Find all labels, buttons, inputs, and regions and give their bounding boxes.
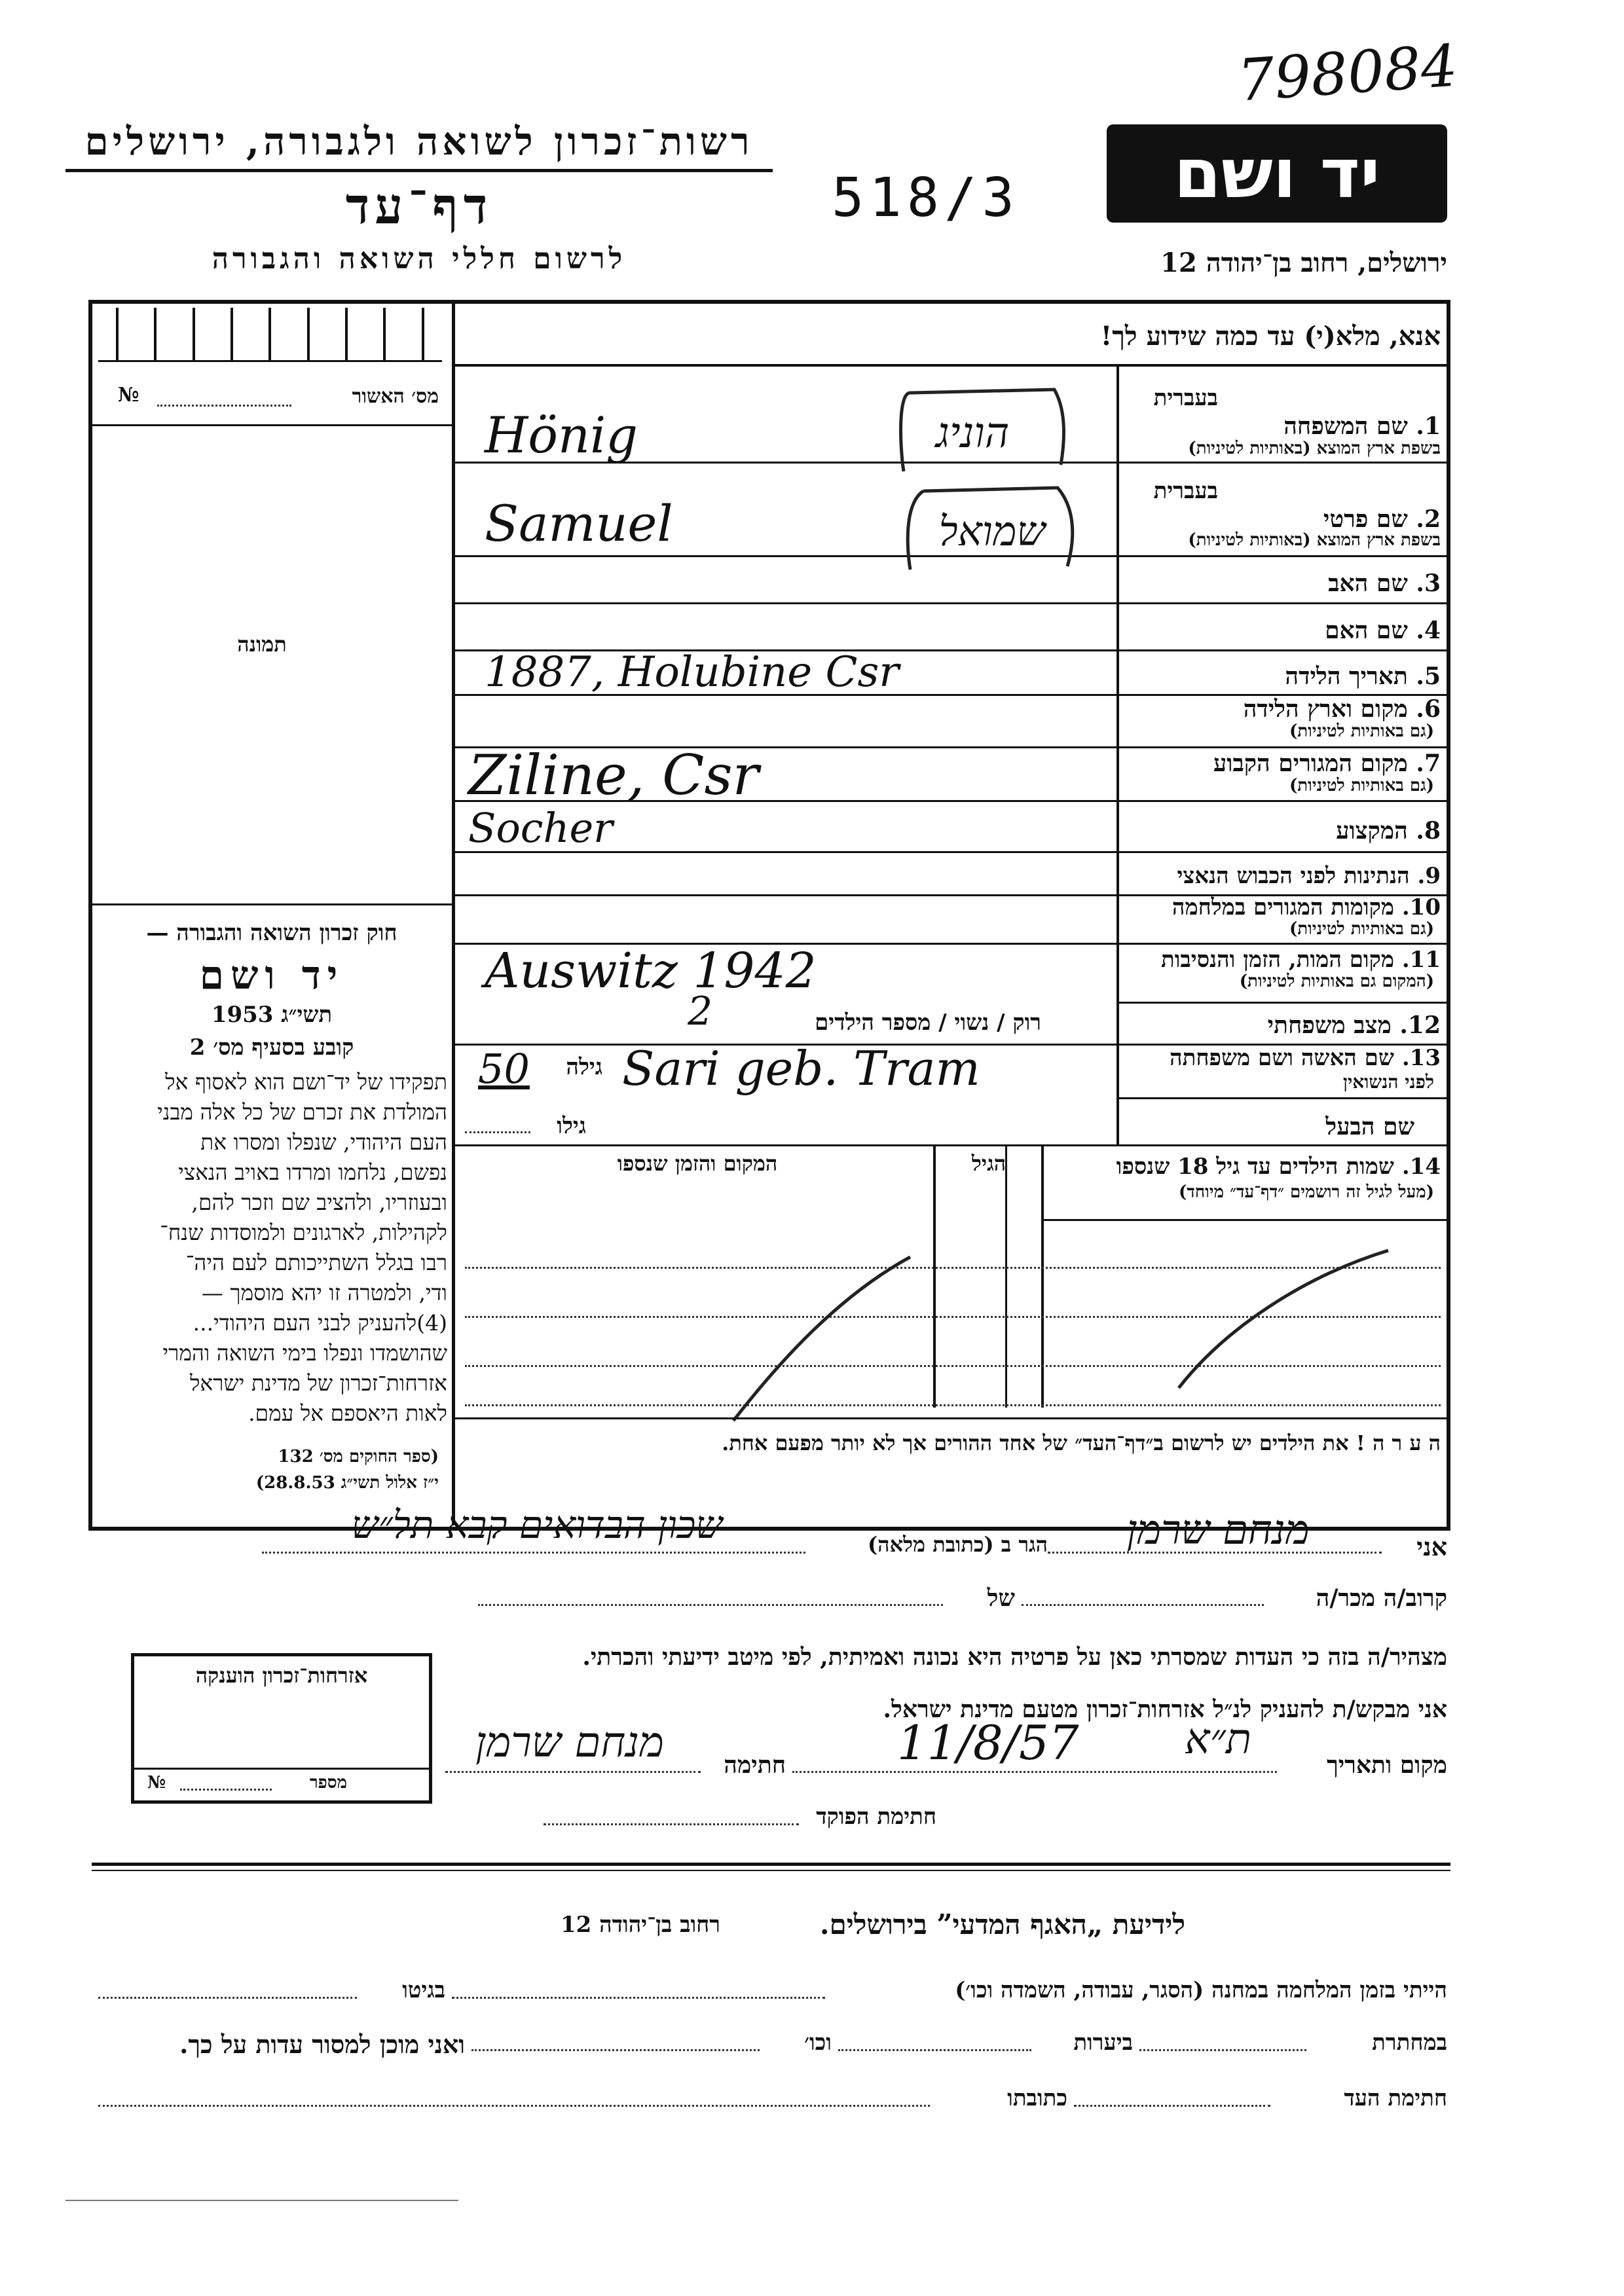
witness-name-value[interactable]: מנחם שרמן <box>1126 1506 1310 1554</box>
forests-line[interactable] <box>838 2049 1031 2051</box>
field-1-value[interactable]: Hönig <box>485 406 638 464</box>
field-11-name: מקום המות, הזמן והנסיבות <box>1160 947 1394 973</box>
etc-line[interactable] <box>471 2049 760 2051</box>
citizenship-title: אזרחות־זכרון הוענקה <box>195 1663 368 1688</box>
field-13-sub: לפני הנשואין <box>1342 1071 1434 1093</box>
law-year: תשי״ג 1953 <box>211 1002 333 1028</box>
form-title: דף־עד <box>345 177 493 235</box>
statement: מצהיר/ה בזה כי העדות שמסרתי כאן על פרטיה היא נכונה ואמיתית, לפי מיטב ידיעתי והכרתי. <box>582 1643 1447 1671</box>
husband-rule <box>455 1144 1450 1146</box>
field-4-label <box>1126 617 1441 644</box>
husband-age-line[interactable] <box>465 1131 530 1133</box>
children-col-divider-2 <box>933 1146 936 1408</box>
field-2-hebrew-tag: בעברית <box>1153 478 1218 504</box>
footer-address: רחוב בן־יהודה 12 <box>560 1912 720 1938</box>
law-text-line: רבו בגלל השתייכותם לעם היה־ <box>185 1250 447 1275</box>
field-10-name: מקומות המגורים במלחמה <box>1172 894 1394 920</box>
field-6-num: 6. <box>1416 695 1441 723</box>
field-12-label <box>1126 1011 1441 1039</box>
law-ref-1: (ספר החוקים מס׳ 132 <box>278 1447 439 1467</box>
field-7-name: מקום המגורים הקבוע <box>1213 750 1408 777</box>
field-1-label <box>1126 412 1441 440</box>
field-9-name: הנתינות לפני הכבוש הנאצי <box>1177 863 1410 889</box>
field-7-value[interactable]: Ziline, Csr <box>468 743 759 807</box>
field-6-sub: (גם באותיות לטיניות) <box>1289 721 1434 741</box>
footer-line2-a: במחתרת <box>1372 2030 1447 2056</box>
field-2-label <box>1126 505 1441 533</box>
date-value[interactable]: 11/8/57 <box>897 1715 1079 1770</box>
left-column-divider <box>452 304 455 1525</box>
request: אני מבקש/ת להעניק לנ״ל אזרחות־זכרון מטעם מדינת ישראל. <box>883 1696 1447 1723</box>
file-number: 518/3 <box>832 167 1020 229</box>
footer-divider-2 <box>92 1870 1450 1871</box>
field-2-num: 2. <box>1416 505 1441 533</box>
field-2-name: שם פרטי <box>1323 505 1408 533</box>
field-7-sub: (גם באותיות לטיניות) <box>1289 776 1434 795</box>
field-12-num: 12. <box>1399 1011 1441 1039</box>
law-text-line: נפשם, נלחמו ומרדו באויב הנאצי <box>178 1159 447 1185</box>
instructions-rule <box>452 364 1450 367</box>
field-1-hebrew-bracket <box>884 373 1080 491</box>
field-8-num: 8. <box>1416 817 1441 845</box>
field-8-value[interactable]: Socher <box>468 804 613 852</box>
i-label: אני <box>1416 1532 1447 1561</box>
field-1-sub: בשפת ארץ המוצא (באותיות לטיניות) <box>1188 439 1441 458</box>
marital-label: רוק / נשוי / מספר הילדים <box>815 1010 1041 1036</box>
photo-rule <box>92 903 452 905</box>
marital-children-value[interactable]: 2 <box>688 989 713 1034</box>
field-2-hebrew-bracket <box>891 478 1087 583</box>
footer-line3-b: כתובתו <box>1007 2085 1067 2111</box>
address-line[interactable] <box>262 1552 805 1554</box>
field-9-num: 9. <box>1417 863 1441 889</box>
field-6-label <box>1126 695 1441 723</box>
underground-line[interactable] <box>1139 2049 1306 2051</box>
field-4-name: שם האם <box>1325 617 1408 644</box>
law-text <box>97 1067 447 1429</box>
husband-label: שם הבעל <box>1325 1113 1414 1140</box>
footer-title: לידיעת „האגף המדעי” בירושלים. <box>819 1908 1185 1941</box>
of-label: של <box>987 1584 1015 1612</box>
field-5-name: תאריך הלידה <box>1285 663 1408 690</box>
law-ref-2: י״ז אלול תשי״ג 28.8.53) <box>255 1473 439 1493</box>
children-header-rule <box>1041 1219 1450 1221</box>
field-5-label <box>1126 663 1441 690</box>
witness-address-line[interactable] <box>98 2105 930 2107</box>
children-row[interactable] <box>465 1404 1441 1406</box>
footer-line2-b: ביערות <box>1073 2030 1133 2056</box>
signature-label: חתימה <box>724 1751 786 1779</box>
law-clause: קובע בסעיף מס׳ 2 <box>189 1034 354 1061</box>
note-top-rule <box>455 1417 1450 1419</box>
field-3-label <box>1126 570 1441 597</box>
field-13-label <box>1126 1045 1441 1071</box>
citizenship-number-line[interactable] <box>180 1789 272 1791</box>
place-date-label: מקום ותאריך <box>1327 1751 1447 1779</box>
law-text-line: המולדת את זכרם של כל אלה מבני <box>157 1099 447 1125</box>
address: ירושלים, רחוב בן־יהודה 12 <box>1160 247 1447 278</box>
footer-line1-a: הייתי בזמן המלחמה במחנה (הסגר, עבודה, השמדה וכו׳) <box>955 1977 1447 2003</box>
logo <box>1107 124 1447 223</box>
bottom-rule <box>65 2200 458 2201</box>
relative-line[interactable] <box>1022 1604 1264 1606</box>
children-col-divider-3 <box>1005 1146 1007 1408</box>
children-sub: (מעל לגיל זה רושמים ״דף־עד״ מיוחד) <box>1178 1182 1434 1202</box>
field-8-name: המקצוע <box>1336 817 1408 845</box>
field-11-sub: (המקום גם באותיות לטיניות) <box>1239 972 1434 991</box>
field-11-num: 11. <box>1401 947 1441 973</box>
children-num: 14. <box>1401 1154 1441 1180</box>
field-11-label <box>1123 947 1441 973</box>
field-8-label <box>1126 817 1441 845</box>
field-6-name: מקום וארץ הלידה <box>1243 695 1408 723</box>
field-13-name: שם האשה ושם משפחתה <box>1170 1045 1394 1071</box>
signature-line[interactable] <box>445 1771 701 1773</box>
field-5-value[interactable]: 1887, Holubine Csr <box>485 648 899 697</box>
approval-boxes <box>98 308 442 362</box>
logo-text: יד ושם <box>1173 134 1380 213</box>
photo-label: תמונה <box>237 632 287 657</box>
field-12-name: מצב משפחתי <box>1267 1011 1392 1039</box>
children-strike-mark-1 <box>1172 1237 1395 1394</box>
camp-line[interactable] <box>452 1997 825 1999</box>
field-7-label <box>1126 750 1441 777</box>
authority-underline <box>65 169 773 172</box>
husband-age-label: גילו <box>557 1113 586 1139</box>
citizenship-no-mark: № <box>147 1773 166 1793</box>
children-col-divider-1 <box>1041 1146 1044 1408</box>
instructions: אנא, מלא(י) עד כמה שידוע לך! <box>1100 321 1441 352</box>
field-7-num: 7. <box>1416 750 1441 777</box>
law-logo: יד ושם <box>199 953 344 998</box>
field-1-name: שם המשפחה <box>1283 412 1408 440</box>
law-text-line: אזרחות־זכרון של מדינת ישראל <box>189 1370 447 1396</box>
field-10-num: 10. <box>1401 894 1441 920</box>
field-1-hebrew-value[interactable]: הוניג <box>935 409 1010 458</box>
law-text-line: ודי, ולמטרה זו יהא מוסמך — <box>201 1280 447 1305</box>
field-2-value[interactable]: Samuel <box>485 494 673 553</box>
relative-label: קרוב/ה מכר/ה <box>1316 1584 1447 1612</box>
citizenship-inner-rule <box>134 1768 429 1770</box>
form-subtitle: לרשום חללי השואה והגבורה <box>212 242 627 276</box>
label-column-divider <box>1116 365 1119 1144</box>
field-11-rule <box>1116 1002 1450 1004</box>
place-value[interactable]: ת״א <box>1185 1715 1251 1764</box>
approval-label: מס׳ האשור <box>352 385 439 408</box>
witness-signature-line[interactable] <box>1074 2105 1270 2107</box>
law-text-line: לקהילות, לארגונים ולמוסדות שנח־ <box>160 1220 447 1245</box>
address-value[interactable]: שכון הבדואים קבא תל״ש <box>351 1503 723 1547</box>
field-1-hebrew-tag: בעברית <box>1153 385 1218 411</box>
footer-line1-b: בגיטו <box>402 1977 445 2003</box>
officer-label: חתימת הפוקד <box>816 1804 936 1830</box>
field-2-hebrew-value[interactable]: שמואל <box>938 507 1046 555</box>
footer-line3-a: חתימת העד <box>1344 2085 1447 2111</box>
note: ה ע ר ה ! את הילדים יש לרשום ב״דף־העד״ של אחד ההורים אך לא יותר מפעם אחת. <box>722 1430 1441 1455</box>
field-13-rule <box>1116 1097 1450 1099</box>
field-4-num: 4. <box>1416 617 1441 644</box>
children-title <box>1048 1154 1441 1180</box>
wife-age-value[interactable]: 50 <box>478 1045 530 1093</box>
field-1-num: 1. <box>1416 412 1441 440</box>
field-11-value[interactable]: Auswitz 1942 <box>485 943 817 999</box>
footer-line2-c: וכו׳ <box>804 2030 832 2056</box>
law-text-line: ובעוזריו, ולהציב שם וזכר להם, <box>191 1190 447 1215</box>
field-3-name: שם האב <box>1328 570 1408 597</box>
law-text-line: תפקידו של יד־ושם הוא לאסוף אל <box>165 1069 447 1095</box>
of-line[interactable] <box>478 1604 943 1606</box>
field-3-rule <box>455 602 1450 604</box>
field-10-sub: (גם באותיות לטיניות) <box>1289 919 1434 939</box>
field-5-num: 5. <box>1416 663 1441 690</box>
field-13-value[interactable]: Sari geb. Tram <box>622 1041 980 1096</box>
authority-line: רשות־זכרון לשואה ולגבורה, ירושלים <box>84 119 754 164</box>
approval-no-mark: № <box>118 384 139 407</box>
archive-number: 798084 <box>1235 31 1460 115</box>
ghetto-line[interactable] <box>98 1997 357 1999</box>
children-age-header: הגיל <box>971 1151 1006 1176</box>
signature-value[interactable]: מנחם שרמן <box>475 1719 664 1767</box>
approval-number-line[interactable] <box>157 405 291 407</box>
law-text-line: לאות היאספם אל עמם. <box>248 1400 447 1426</box>
children-place-header: המקום והזמן שנספו <box>617 1151 778 1176</box>
children-strike-mark-2 <box>720 1244 917 1427</box>
law-text-line: (4)להעניק לבני העם היהודי... <box>193 1310 447 1336</box>
officer-line[interactable] <box>544 1823 799 1825</box>
place-date-line[interactable] <box>792 1771 1277 1773</box>
field-2-sub: בשפת ארץ המוצא (באותיות לטיניות) <box>1188 530 1441 550</box>
wife-age-label: גילה <box>566 1054 602 1080</box>
resident-label: הגר ב (כתובת מלאה) <box>868 1532 1048 1557</box>
children-title-text: שמות הילדים עד גיל 18 שנספו <box>1116 1154 1394 1180</box>
citizenship-no-label: מספר <box>309 1773 347 1793</box>
field-10-label <box>1123 894 1441 920</box>
footer-divider-1 <box>92 1863 1450 1866</box>
law-title: חוק זכרון השואה והגבורה — <box>146 920 397 946</box>
footer-line2-d: ואני מוכן למסור עדות על כך. <box>179 2030 465 2059</box>
law-text-line: שהושמדו ונפלו בימי השואה והמרי <box>162 1340 447 1366</box>
approval-rule <box>92 424 452 426</box>
field-9-label <box>1126 863 1441 889</box>
law-text-line: העם היהודי, שנפלו ומסרו את <box>200 1129 447 1155</box>
field-13-num: 13. <box>1401 1045 1441 1071</box>
field-3-num: 3. <box>1416 570 1441 597</box>
